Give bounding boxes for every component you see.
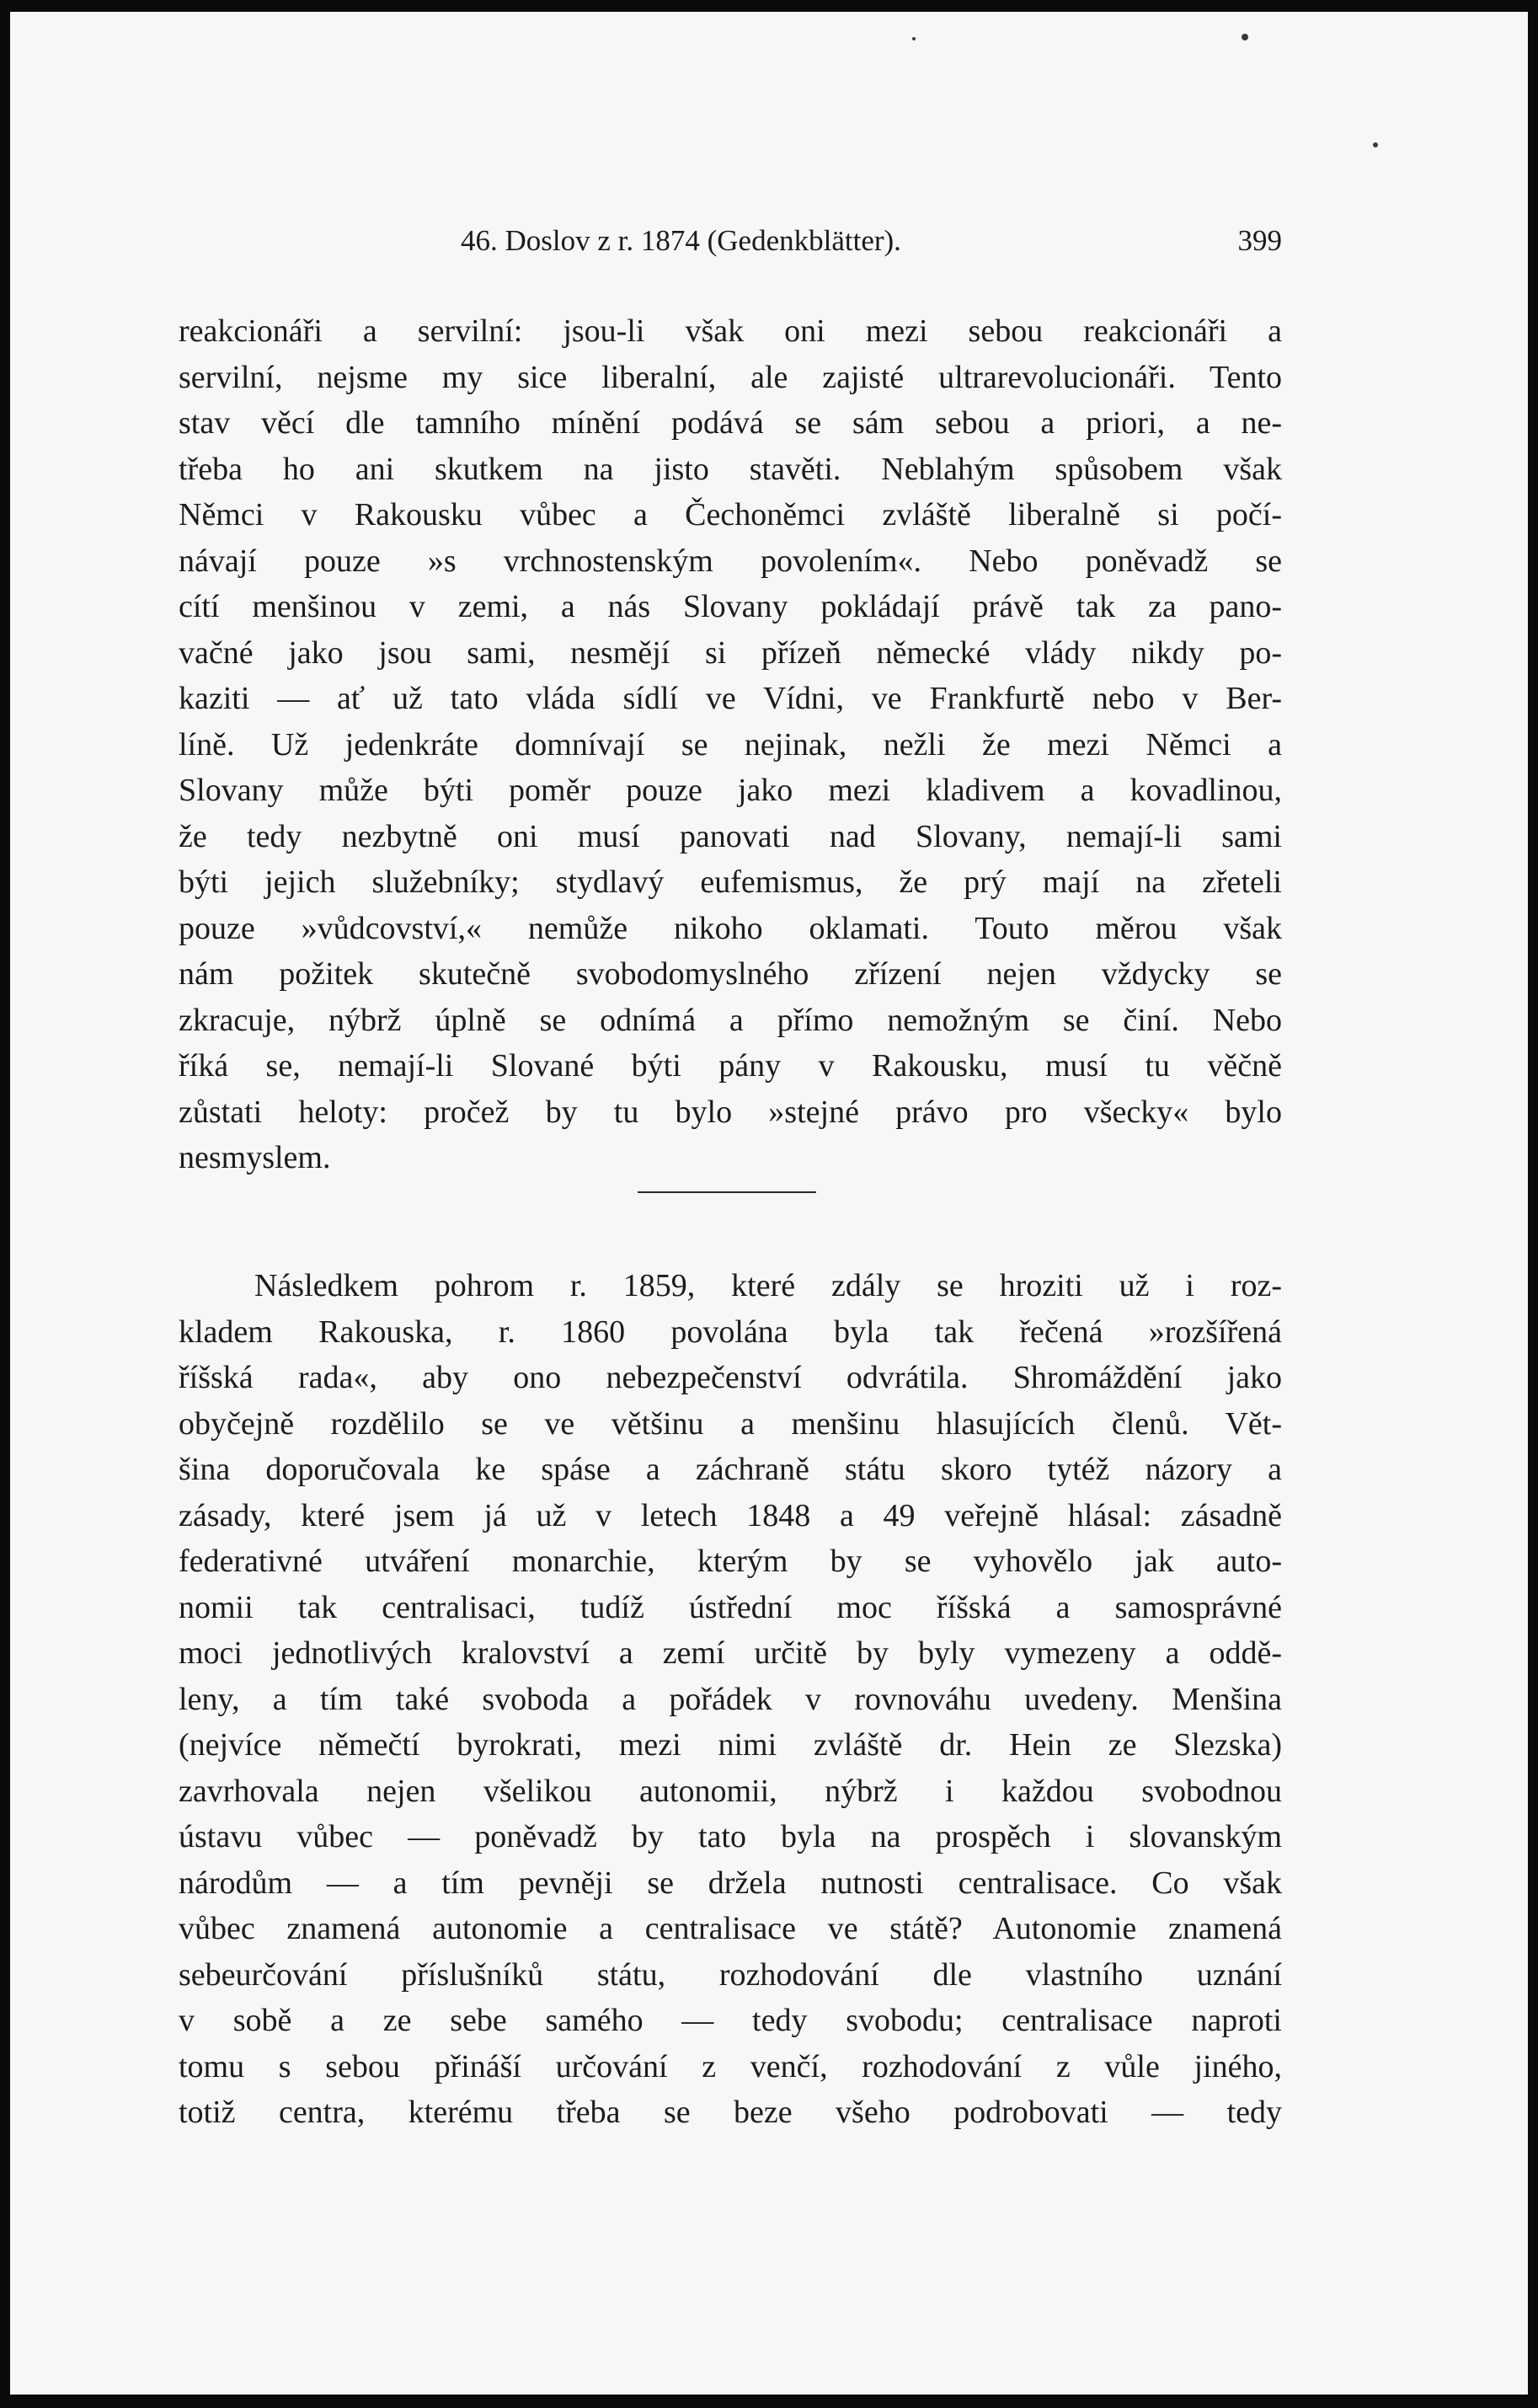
text-line: třeba ho ani skutkem na jisto stavěti. Neblahým spůsobem však [179,451,1282,487]
text-line: býti jejich služebníky; stydlavý eufemismus, že prý mají na zřeteli [179,864,1282,900]
scan-speck [1242,34,1248,40]
text-line: (nejvíce němečtí byrokrati, mezi nimi zvláště dr. Hein ze Slezska) [179,1727,1282,1763]
paragraph-2 [179,1263,1282,2136]
text-line: kladem Rakouska, r. 1860 povolána byla tak řečená »rozšířená [179,1314,1282,1350]
text-line: zůstati heloty: pročež by tu bylo »stejné právo pro všecky« bylo [179,1094,1282,1130]
text-line: kaziti — ať už tato vláda sídlí ve Vídni, ve Frankfurtě nebo v Ber- [179,681,1282,716]
text-line: návají pouze »s vrchnostenským povolením«. Nebo poněvadž se [179,543,1282,579]
text-line: Němci v Rakousku vůbec a Čechoněmci zvláště liberalně si počí- [179,497,1282,532]
text-line: federativné utváření monarchie, kterým by se vyhovělo jak auto- [179,1544,1282,1579]
text-line: šina doporučovala ke spáse a záchraně státu skoro tytéž názory a [179,1452,1282,1487]
chapter-title: 46. Doslov z r. 1874 (Gedenkblätter). [461,224,901,257]
text-line: zásady, které jsem já už v letech 1848 a 49 veřejně hlásal: zásadně [179,1497,1282,1533]
text-line: tomu s sebou přináší určování z venčí, rozhodování z vůle jiného, [179,2048,1282,2084]
text-line: říšská rada«, aby ono nebezpečenství odvrátila. Shromáždění jako [179,1360,1282,1395]
paragraph-1 [179,308,1282,1181]
text-line: stav věcí dle tamního mínění podává se sám sebou a priori, a ne- [179,405,1282,441]
text-line: říká se, nemají-li Slované býti pány v Rakousku, musí tu věčně [179,1048,1282,1084]
text-line: nám požitek skutečně svobodomyslného zřízení nejen vždycky se [179,956,1282,992]
running-head [179,224,1282,275]
text-line: vačné jako jsou sami, nesmějí si přízeň německé vlády nikdy po- [179,634,1282,671]
text-line: národům — a tím pevněji se držela nutnosti centralisace. Co však [179,1865,1282,1901]
scan-speck [1373,142,1378,147]
section-divider [638,1191,816,1193]
text-line: Slovany může býti poměr pouze jako mezi kladivem a kovadlinou, [179,773,1282,808]
text-line: sebeurčování příslušníků státu, rozhodování dle vlastního uznání [179,1956,1282,1993]
text-line: moci jednotlivých kralovství a zemí určitě by byly vymezeny a oddě- [179,1635,1282,1671]
scan-speck [912,37,916,40]
text-line: líně. Už jedenkráte domnívají se nejinak, nežli že mezi Němci a [179,726,1282,763]
text-line: zkracuje, nýbrž úplně se odnímá a přímo nemožným se činí. Nebo [179,1002,1282,1038]
text-line: totiž centra, kterému třeba se beze všeho podrobovati — tedy [179,2095,1282,2130]
text-line: ústavu vůbec — poněvadž by tato byla na prospěch i slovanským [179,1819,1282,1854]
text-line: Následkem pohrom r. 1859, které zdály se hroziti už i roz- [254,1268,1282,1303]
page-number: 399 [1237,224,1282,257]
text-line: leny, a tím také svoboda a pořádek v rovnováhu uvedeny. Menšina [179,1681,1282,1717]
text-line: vůbec znamená autonomie a centralisace ve státě? Autonomie znamená [179,1911,1282,1946]
text-line: obyčejně rozdělilo se ve většinu a menšinu hlasujících členů. Vět- [179,1405,1282,1442]
text-line: nesmyslem. [179,1140,331,1175]
text-line: cítí menšinou v zemi, a nás Slovany pokládají právě tak za pano- [179,589,1282,624]
text-line: že tedy nezbytně oni musí panovati nad Slovany, nemají-li sami [179,818,1282,854]
text-line: servilní, nejsme my sice liberalní, ale zajisté ultrarevolucionáři. Tento [179,359,1282,395]
text-line: reakcionáři a servilní: jsou-li však oni mezi sebou reakcionáři a [179,313,1282,349]
text-line: nomii tak centralisaci, tudíž ústřední moc říšská a samosprávné [179,1589,1282,1625]
text-line: pouze »vůdcovství,« nemůže nikoho oklamati. Touto měrou však [179,910,1282,946]
text-line: v sobě a ze sebe samého — tedy svobodu; centralisace naproti [179,2003,1282,2038]
text-line: zavrhovala nejen všelikou autonomii, nýbrž i každou svobodnou [179,1773,1282,1809]
